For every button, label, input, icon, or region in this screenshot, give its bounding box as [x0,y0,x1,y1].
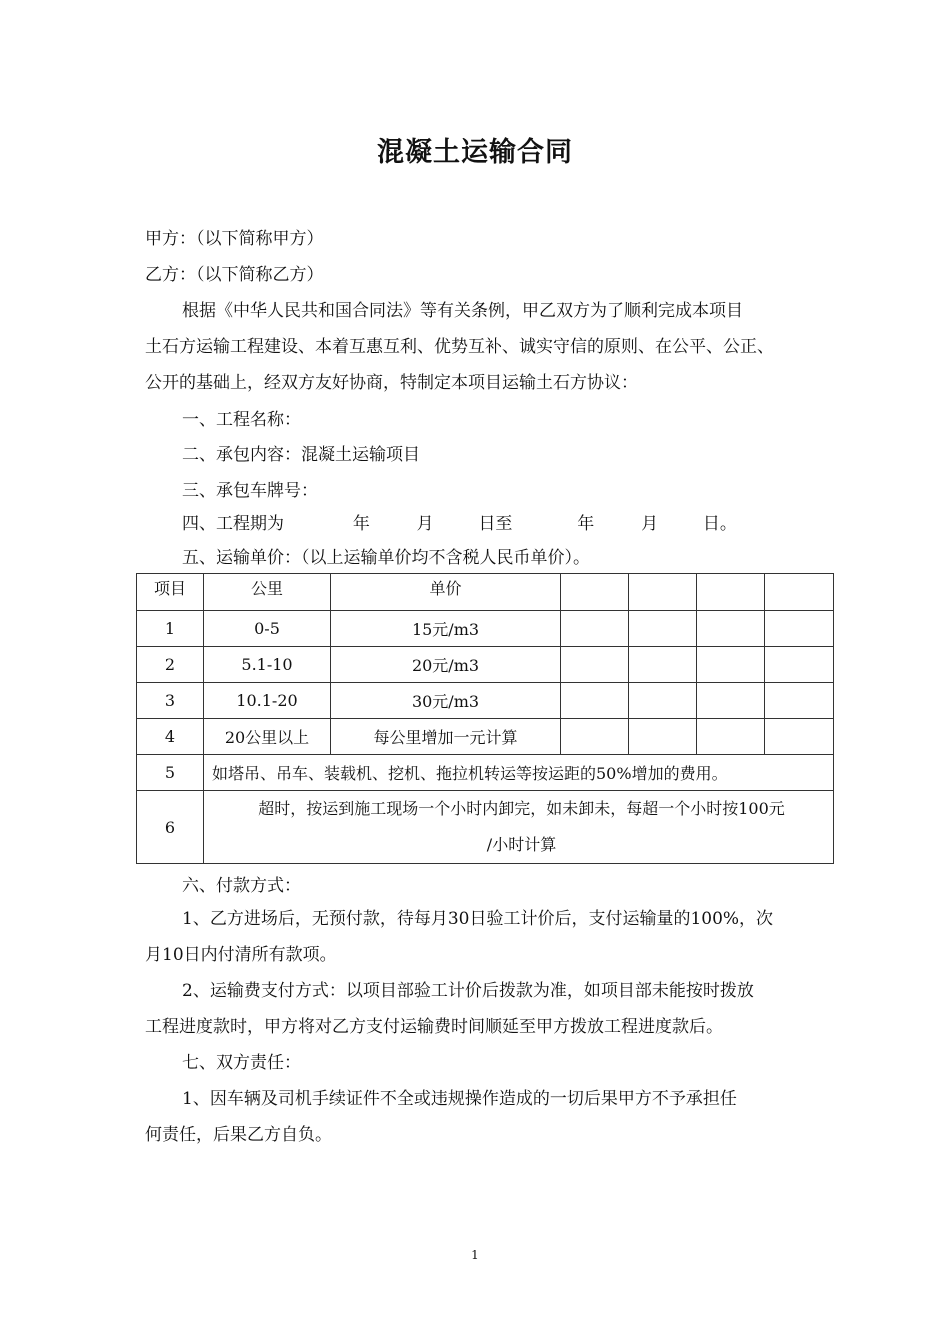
unit-price-table [136,573,834,864]
empty-cell [629,719,697,755]
header-item: 项目 [137,574,204,611]
empty-cell [697,647,765,683]
row-km: 0-5 [204,611,331,647]
empty-cell [561,574,629,611]
empty-cell [629,574,697,611]
empty-cell [697,611,765,647]
period-day-end: 日。 [702,514,737,534]
row-km: 10.1-20 [204,683,331,719]
period-day-to: 日至 [478,514,513,534]
preamble-line-1: 根据《中华人民共和国合同法》等有关条例，甲乙双方为了顺利完成本项目 [182,301,743,321]
row-number: 5 [137,755,204,791]
payment-heading: 六、付款方式： [182,876,301,896]
table-row [137,791,834,864]
empty-cell [561,683,629,719]
header-price: 单价 [331,574,561,611]
project-name-line: 一、工程名称： [182,410,301,430]
empty-cell [629,611,697,647]
empty-cell [765,647,834,683]
payment-clause-1-line-1: 1、乙方进场后，无预付款，待每月30日验工计价后，支付运输量的100%，次 [182,909,774,929]
empty-cell [561,611,629,647]
payment-clause-2-line-2: 工程进度款时，甲方将对乙方支付运输费时间顺延至甲方拨放工程进度款后。 [145,1017,723,1037]
table-row [137,683,834,719]
row-price: 30元/m3 [331,683,561,719]
empty-cell [629,647,697,683]
row-number: 4 [137,719,204,755]
table-row [137,611,834,647]
row-km: 20公里以上 [204,719,331,755]
empty-cell [629,683,697,719]
row-price: 每公里增加一元计算 [331,719,561,755]
period-label: 四、工程期为 [182,514,284,534]
row-note-line-1: 超时，按运到施工现场一个小时内卸完，如未卸未，每超一个小时按100元 [258,799,785,818]
period-month-1: 月 [416,514,434,534]
row-number: 3 [137,683,204,719]
empty-cell [765,719,834,755]
table-row [137,647,834,683]
period-year-2: 年 [577,514,595,534]
payment-clause-2-line-1: 2、运输费支付方式：以项目部验工计价后拨款为准，如项目部未能按时拨放 [182,981,754,1001]
responsibility-clause-1-line-2: 何责任，后果乙方自负。 [145,1125,332,1145]
row-note: 如塔吊、吊车、装载机、挖机、拖拉机转运等按运距的50%增加的费用。 [204,755,834,791]
row-note-line-2: /小时计算 [486,835,557,854]
preamble-line-2: 土石方运输工程建设、本着互惠互利、优势互补、诚实守信的原则、在公平、公正、 [145,337,774,357]
empty-cell [697,683,765,719]
period-month-2: 月 [641,514,659,534]
empty-cell [765,683,834,719]
row-price: 15元/m3 [331,611,561,647]
empty-cell [765,574,834,611]
row-number: 1 [137,611,204,647]
plate-number-line: 三、承包车牌号： [182,481,318,501]
table-row [137,755,834,791]
header-km: 公里 [204,574,331,611]
row-note [204,791,834,864]
contract-content-line: 二、承包内容：混凝土运输项目 [182,445,420,465]
empty-cell [697,574,765,611]
row-price: 20元/m3 [331,647,561,683]
unit-price-heading: 五、运输单价：（以上运输单价均不含税人民币单价）。 [182,548,590,568]
row-number: 2 [137,647,204,683]
table-row [137,719,834,755]
page-number: 1 [471,1248,479,1262]
party-b-line: 乙方：（以下简称乙方） [145,265,324,285]
payment-clause-1-line-2: 月10日内付清所有款项。 [145,945,337,965]
preamble-line-3: 公开的基础上，经双方友好协商，特制定本项目运输土石方协议： [145,373,638,393]
row-km: 5.1-10 [204,647,331,683]
project-period-line [182,509,737,534]
empty-cell [697,719,765,755]
empty-cell [561,719,629,755]
responsibility-heading: 七、双方责任： [182,1053,301,1073]
party-a-line: 甲方：（以下简称甲方） [145,229,324,249]
period-year-1: 年 [352,514,370,534]
empty-cell [561,647,629,683]
row-number: 6 [137,791,204,864]
empty-cell [765,611,834,647]
document-title: 混凝土运输合同 [377,137,573,168]
table-header-row [137,574,834,611]
responsibility-clause-1-line-1: 1、因车辆及司机手续证件不全或违规操作造成的一切后果甲方不予承担任 [182,1089,737,1109]
